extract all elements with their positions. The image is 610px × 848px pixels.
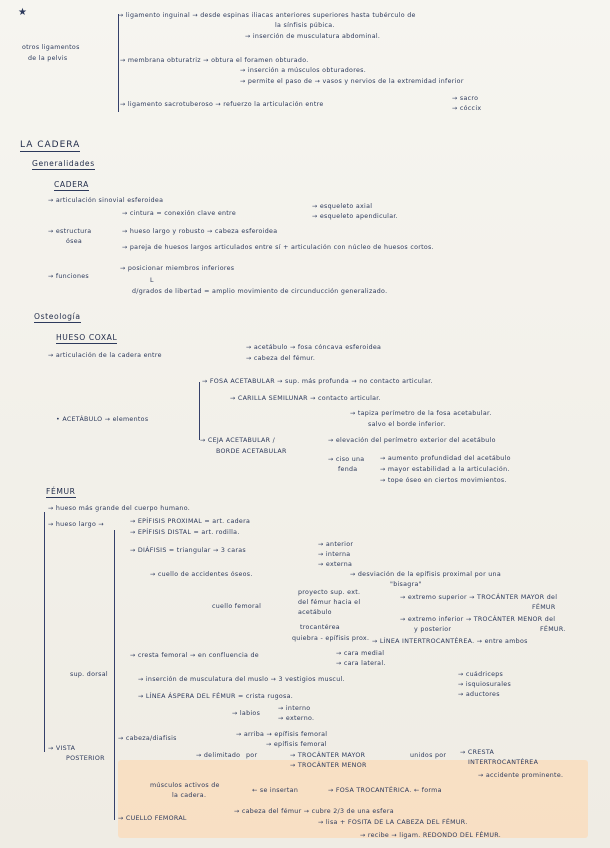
note-femur-l1: → hueso más grande del cuerpo humano. [48,505,191,512]
note-arriba: → arriba → epífisis femoral [236,731,328,738]
note-crista: → cresta femoral → en confluencia de [130,652,259,659]
note-fosa: → FOSA ACETABULAR → sup. más profunda → no contacto articular. [202,378,433,385]
note-tapiza-1: → tapiza perímetro de la fosa acetabular. [350,410,492,417]
note-cara-c: → externa [318,561,353,568]
note-estructura: → estructura [48,228,92,235]
note-funciones-3: d/grados de libertad = amplio movimiento de circunducción generalizado. [132,288,388,295]
note-cadera-l2b: → esqueleto axial [312,203,373,210]
star-icon: ★ [18,7,27,18]
note-extremo-int: → extremo inferior → TROCÁNTER MENOR del [400,616,556,623]
note-cuello-rel-2: → desviación de la epífisis proximal por una [350,571,502,578]
note-sacro-a: → sacro [452,95,479,102]
note-cuadriceps: → cuádriceps [458,671,504,678]
note-proyecto-2: del fémur hacia el [298,599,361,606]
note-musculos-1: músculos activos de [150,782,220,789]
note-cresta-2: INTERTROCANTÉREA [468,759,539,766]
note-diafisis: → DIÁFISIS = triangular → 3 caras [130,547,246,554]
note-cuello-femoral: cuello femoral [212,603,262,610]
bracket-line [44,512,45,752]
note-aum-1: → aumento profundidad del acetábulo [380,455,511,462]
note-por: por [246,752,258,759]
note-cresta: → CRESTA [460,749,495,756]
note-lig-inguinal-3: → inserción de musculatura abdominal. [245,33,381,40]
heading-hueso-coxal: HUESO COXAL [56,333,118,342]
note-cara-b: → interna [318,551,351,558]
note-osteo-l1b: → cabeza del fémur. [246,355,316,362]
note-fenda: fenda [338,466,358,473]
note-delimitado: → delimitado [196,752,241,759]
heading-osteologia: Osteología [34,312,81,321]
note-troc-menor: → TROCÁNTER MENOR [290,762,367,769]
note-ciso: → ciso una [328,456,365,463]
bracket-line [114,530,115,820]
note-elevacion: → elevación del perímetro exterior del acetábulo [328,437,496,444]
note-sup-dorsal: sup. dorsal [70,671,108,678]
note-labios: → labios [232,710,261,717]
note-lig-inguinal-2: la sínfisis púbica. [275,22,335,29]
note-tapiza-2: salvo el borde inferior. [368,421,446,428]
note-carilla: → CARILLA SEMILUNAR → contacto articular. [230,395,381,402]
note-cadera-l4: → pareja de huesos largos articulados entre sí + articulación con núcleo de huesos cortos. [122,244,434,251]
note-cara-a: → anterior [318,541,354,548]
note-cadera-l2a: → cintura = conexión clave entre [122,210,236,217]
note-aum-3: → tope óseo en ciertos movimientos. [380,477,507,484]
note-recibe: → recibe → ligam. REDONDO DEL FÉMUR. [360,832,502,839]
note-cadera-l2c: → esqueleto apendicular. [312,213,398,220]
note-lig-inguinal: → ligamento inguinal → desde espinas iliacas anteriores superiores hasta tubérculo de [118,12,416,19]
note-membrana-2: → inserción a músculos obturadores. [240,67,366,74]
note-cuello-rel-3: "bisagra" [390,581,422,588]
note-fosita: → lisa + FOSITA DE LA CABEZA DEL FÉMUR. [318,819,468,826]
note-insercion: → inserción de musculatura del muslo → 3 vestigios muscul. [138,676,345,683]
note-osea: ósea [66,238,83,245]
note-femur-l2: → hueso largo → [48,521,104,528]
note-epi-dist: → EPÍFISIS DISTAL = art. rodilla. [130,529,240,536]
note-epi-prox: → EPÍFISIS PROXIMAL = art. cadera [130,518,251,525]
note-proyecto-1: proyecto sup. ext. [298,589,361,596]
note-linea-aspera: → LÍNEA ÁSPERA DEL FÉMUR = crista rugosa. [138,693,294,700]
note-vista: → VISTA [48,745,76,752]
note-quiebra: quiebra - epífisis prox. [292,635,370,642]
note-linea-inter: → LÍNEA INTERTROCANTÉREA. → entre ambos [372,638,528,645]
bracket-line [199,382,200,440]
note-osteo-l1: → articulación de la cadera entre [48,352,162,359]
section-title-cadera: LA CADERA [20,140,81,150]
note-cabeza-femur: → cabeza del fémur → cubre 2/3 de una esfera [234,808,394,815]
note-sacro-b: → cóccix [452,105,482,112]
note-cadera-l1: → articulación sinovial esferoidea [48,197,164,204]
note-labio-ext: → externo. [278,715,315,722]
note-membrana-1: → membrana obturatriz → obtura el foramen obturado. [120,57,309,64]
note-cara-lat: → cara lateral. [336,660,386,667]
note-otros-1: otros ligamentos [22,44,80,51]
note-cuello-femoral-2: → CUELLO FEMORAL [118,815,187,822]
note-labio-int: → interno [278,705,311,712]
note-accidente: → accidente prominente. [478,772,564,779]
note-funciones: → funciones [48,273,89,280]
note-extremo-ext-2: FÉMUR [532,604,556,611]
note-membrana-3: → permite el paso de → vasos y nervios de la extremidad inferior [240,78,464,85]
note-osteo-l1a: → acetábulo → fosa cóncava esferoidea [246,344,382,351]
heading-generalidades: Generalidades [32,159,95,168]
note-acetabulo: • ACETÁBULO → elementos [56,416,149,423]
note-isquio: → isquiosurales [458,681,512,688]
note-otros-2: de la pelvis [28,55,68,62]
note-cabeza-ant: → cabeza/diafisis [118,735,177,742]
note-musculos-2: la cadera. [172,792,207,799]
note-proyecto-3: acetábulo [298,609,332,616]
note-extremo-int-2: y posterior [414,626,452,633]
heading-cadera: CADERA [54,180,89,189]
note-aductores: → aductores [458,691,500,698]
note-unidos: unidos por [410,752,447,759]
note-cuello-rel: → cuello de accidentes óseos. [150,571,253,578]
note-cara-med: → cara medial [336,650,385,657]
heading-femur: FÉMUR [46,487,76,496]
note-abajo: → epífisis femoral [266,741,327,748]
note-posterior: POSTERIOR [66,755,105,762]
note-aum-2: → mayor estabilidad a la articulación. [380,466,510,473]
note-ceja-1: → CEJA ACETABULAR / [200,437,276,444]
note-sacro-1: → ligamento sacrotuberoso → refuerzo la articulación entre [120,101,324,108]
note-cadera-l3: → hueso largo y robusto → cabeza esferoidea [122,228,278,235]
bracket-line [118,14,119,112]
note-se-insertan: ← se insertan [252,787,299,794]
note-extremo-ext: → extremo superior → TROCÁNTER MAYOR del [400,594,558,601]
note-funciones-2: L [150,277,154,284]
note-fosa-troc: → FOSA TROCANTÉRICA. ← forma [328,787,442,794]
note-ceja-2: BORDE ACETABULAR [216,448,287,455]
note-extremo-int-3: FÉMUR. [540,626,566,633]
note-trocanter-line: trocantérea [300,624,340,631]
note-funciones-1: → posicionar miembros inferiores [120,265,235,272]
note-troc-mayor: → TROCÁNTER MAYOR [290,752,366,759]
